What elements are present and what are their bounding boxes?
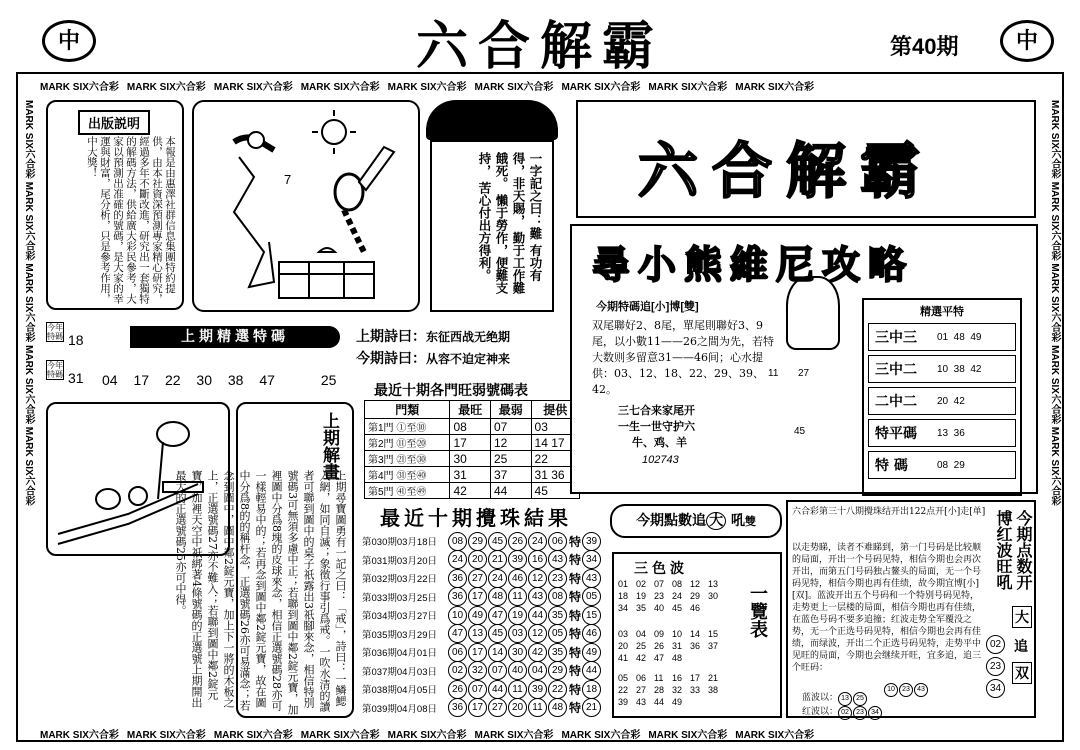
draw-ball: 12	[528, 569, 547, 588]
extra-nums: 10 23 43	[884, 676, 929, 697]
draw-ball: 16	[528, 550, 547, 569]
special-label: 特	[569, 590, 582, 605]
green-wave-num: 05	[618, 673, 629, 683]
special-label: 特	[569, 571, 582, 586]
red-wave-num: 34	[618, 603, 629, 613]
draw-period: 第030期03月18日	[362, 537, 437, 549]
points-title: 今期點數追 大 吼雙	[610, 504, 782, 538]
poem-line: 懶于勞作，便難支持，	[477, 152, 509, 294]
pick-row	[868, 419, 1016, 447]
draw-ball: 29	[468, 532, 487, 551]
last-jiehua-text: 上期尋寶圖勇有一記之曰：「戒」，詩曰：一鳞鰓入網，如同自滅；象徵行事引爲戒。一吹水清的讀者可聯到圖中的桌子祇露出3祇腳來念，相信特別號碼3可無須多慮中正；若聯到圖中鄰2錠元寶，加裡圖中分爲8塊的皮球來念，相信正選號碼28亦可一樣輕易中的；若再念到圖中鄰2錠元寶，故在圖中分爲8的的稱杆念，正選號碼26亦可易滿念；若念到圖中，圖中鄰2錠元寶，加上下一將的木板之上，正選號碼27亦不難入；若聯到圖中鄰2錠元寶，加裡天空中祇綁著4條號碼的正選號上期開出最大的正選號碼25亦可中得。	[174, 470, 347, 715]
right-article	[786, 500, 1036, 718]
draw-ball: 17	[468, 643, 487, 662]
issue-number: 第40期	[890, 34, 959, 59]
draw-period: 第038期04月05日	[362, 685, 437, 697]
draw-ball: 35	[548, 606, 567, 625]
publish-note	[46, 100, 184, 310]
picks-title: 精選平特	[920, 305, 964, 318]
draw-ball: 39	[528, 680, 547, 699]
red-wave-num: 35	[636, 603, 647, 613]
red-wave-line: 红波以： 02 23 34	[802, 704, 883, 720]
draw-ball: 45	[488, 532, 507, 551]
strategy-title: 尋小熊維尼攻略	[592, 242, 915, 287]
special-label: 特	[569, 553, 582, 568]
draw-ball: 29	[548, 661, 567, 680]
door-table-title: 最近十期各門旺弱號碼表	[374, 383, 528, 399]
strategy-text: 双尾聯好2、8尾，單尾則聯好3、9尾，以小數11——26之間为先，若特大数则多留意31——46间；心水提供：03、12、18、22、29、39、42。	[592, 319, 774, 396]
publish-note-body: 本報是由惠澤社群信息集團特約提供，由本社資深預測專家精心研究，經過多年不斷改進，研究出一套獨特的解碼方法，供給廣大彩民參考，大家以預測出准確的號碼，是大家的幸運與財富，尾分析，只是參考作用，中大獎！	[86, 136, 176, 304]
title-image-text: 六合解霸	[638, 137, 934, 207]
draw-period: 第034期03月27日	[362, 611, 437, 623]
draw-ball: 03	[508, 624, 527, 643]
this-poem: 今期詩曰：从容不迫定神来	[356, 351, 511, 367]
green-wave-num: 43	[636, 697, 647, 707]
draw-ball: 06	[448, 643, 467, 662]
draw-row	[362, 662, 607, 681]
pick-label: 特平碼	[875, 426, 917, 442]
table-row: 第4門 ㉛至㊵ 31 37 31 36	[365, 467, 580, 483]
green-wave-num: 32	[672, 685, 683, 695]
draw-ball: 46	[508, 569, 527, 588]
draw-ball: 27	[488, 698, 507, 717]
table-row: 第1門 ①至⑩ 08 07 03	[365, 419, 580, 435]
red-wave-num: 13	[708, 579, 719, 589]
red-wave-num: 29	[690, 591, 701, 601]
red-wave-num: 46	[690, 603, 701, 613]
draw-period: 第036期04月01日	[362, 648, 437, 660]
banner: 上期精選特碼	[130, 326, 340, 348]
draw-ball: 44	[528, 606, 547, 625]
draw-ball: 08	[548, 587, 567, 606]
left-strip: MARK SIX六合彩 MARK SIX六合彩 MARK SIX六合彩 MARK SIX六合彩 MARK SIX六合彩	[23, 100, 34, 506]
draw-row	[362, 625, 607, 644]
puzzle-number: 7	[284, 172, 292, 187]
draw-ball: 19	[508, 606, 527, 625]
blue-wave-num: 41	[618, 653, 629, 663]
strategy-num-a: 11	[768, 368, 779, 379]
draw-ball: 13	[468, 624, 487, 643]
green-wave-nums	[618, 672, 728, 708]
pick-nums: 13 36	[937, 427, 965, 439]
strategy-num-b: 27	[798, 368, 810, 379]
blue-wave-num: 42	[636, 653, 647, 663]
draw-ball: 36	[448, 569, 467, 588]
green-wave-num: 39	[618, 697, 629, 707]
pick-nums: 10 38 42	[937, 363, 982, 375]
red-wave-num: 07	[654, 579, 665, 589]
green-wave-num: 27	[636, 685, 647, 695]
pick-row	[868, 355, 1016, 383]
poem-line: 苦心付出方得利。	[477, 181, 492, 282]
draw-ball: 43	[528, 587, 547, 606]
draw-ball: 42	[528, 643, 547, 662]
draw-ball: 23	[548, 569, 567, 588]
green-wave-num: 49	[672, 697, 683, 707]
draw-ball: 17	[468, 698, 487, 717]
blue-wave-num: 36	[690, 641, 701, 651]
special-ball: 21	[582, 698, 601, 717]
draw-ball: 39	[508, 550, 527, 569]
draw-ball: 48	[548, 698, 567, 717]
draw-ball: 02	[448, 661, 467, 680]
green-wave-num: 06	[636, 673, 647, 683]
strategy-subtitle: 今期特碼追[小]博[雙]	[596, 301, 699, 313]
red-wave-nums	[618, 578, 728, 614]
tree-decoration	[426, 100, 558, 140]
strategy-verse-1: 三七合来家尾开	[618, 404, 695, 417]
draw-ball: 45	[488, 624, 507, 643]
article-text: 以走势睇，读者不难睇到，第一门号码是比较顺的局面，开出一个号码见特，相信今期也会再次开出，而第五门号码独占鳌头的局面，无一个号码见特，相信今期也再有佳绩，故今期宜博[小][双]。蓝波开出五个号码和一个特别号码见特，走势更上一层楼的局面，相信今期也再有佳绩，在蓝色号码不要多追撞；红波走势全军覆没之势，无一个正选号码见特，相信今期也会再有佳绩，而绿波，开出二个正选号码见特，走势平中见旺的局面，今期也会继续开旺，宜多追，追三个旺码：	[792, 543, 982, 673]
draw-period: 第033期03月25日	[362, 592, 437, 604]
color-wave-title: 三色波	[634, 561, 688, 577]
draw-ball: 24	[488, 569, 507, 588]
table-row: 門類 最旺 最弱 提供	[365, 401, 580, 419]
draw-ball: 20	[468, 550, 487, 569]
draw-ball: 10	[448, 606, 467, 625]
pick-nums: 01 48 49	[937, 331, 982, 343]
draw-ball: 43	[548, 550, 567, 569]
row1-num: 18	[68, 332, 84, 348]
green-wave-num: 28	[654, 685, 665, 695]
blue-wave-num: 26	[654, 641, 665, 651]
draw-ball: 05	[548, 624, 567, 643]
green-wave-num: 11	[654, 673, 664, 683]
green-wave-num: 44	[654, 697, 665, 707]
right-vertical-2: 博红波旺吼	[994, 510, 1013, 590]
portrait	[786, 276, 840, 350]
red-wave-num: 45	[672, 603, 683, 613]
blue-wave-num: 47	[654, 653, 665, 663]
blue-wave-line: 蓝波以： 13 25	[802, 690, 868, 706]
top-strip: MARK SIX六合彩 MARK SIX六合彩 MARK SIX六合彩 MARK SIX六合彩 MARK SIX六合彩 MARK SIX六合彩 MARK SIX六合彩 MARK SIX六合彩 MARK SIX六合彩	[40, 82, 815, 93]
draw-row	[362, 699, 607, 718]
draw-results	[362, 532, 607, 717]
pick-label: 三中二	[875, 362, 917, 378]
draw-ball: 49	[468, 606, 487, 625]
blue-wave-num: 03	[618, 629, 629, 639]
red-wave-num: 01	[618, 579, 629, 589]
pick-row	[868, 323, 1016, 351]
draw-ball: 07	[488, 661, 507, 680]
draw-period: 第035期03月29日	[362, 629, 437, 641]
draw-ball: 26	[508, 532, 527, 551]
special-label: 特	[569, 627, 582, 642]
green-wave-num: 33	[690, 685, 701, 695]
draw-ball: 12	[528, 624, 547, 643]
pick-nums: 20 42	[937, 395, 965, 407]
poem-line: 勤于工作難餓死。	[494, 152, 526, 294]
draw-row	[362, 551, 607, 570]
bottom-strip: MARK SIX六合彩 MARK SIX六合彩 MARK SIX六合彩 MARK SIX六合彩 MARK SIX六合彩 MARK SIX六合彩 MARK SIX六合彩 MARK SIX六合彩 MARK SIX六合彩	[40, 730, 815, 741]
draw-row	[362, 606, 607, 625]
red-wave-num: 40	[654, 603, 665, 613]
door-table	[364, 400, 580, 499]
last-jiehua-title: 上期解畫	[319, 412, 339, 480]
special-label: 特	[569, 701, 582, 716]
draw-ball: 24	[528, 532, 547, 551]
special-ball: 34	[582, 550, 601, 569]
table-row: 第3門 ㉑至㉚ 30 25 22	[365, 451, 580, 467]
special-ball: 43	[582, 569, 601, 588]
draw-ball: 32	[468, 661, 487, 680]
special-label: 特	[569, 664, 582, 679]
draw-period: 第032期03月22日	[362, 574, 437, 586]
blue-wave-num: 14	[690, 629, 701, 639]
pick-row	[868, 387, 1016, 415]
special-label: 特	[569, 645, 582, 660]
blue-wave-num: 15	[708, 629, 719, 639]
special-ball: 49	[582, 643, 601, 662]
special-ball: 05	[582, 587, 601, 606]
blue-wave-num: 48	[672, 653, 683, 663]
puzzle-picture-1	[192, 100, 420, 312]
puzzle-drawing-icon	[194, 102, 418, 310]
bracket-2: 追	[1014, 639, 1028, 655]
draw-period: 第039期04月08日	[362, 703, 437, 715]
draw-row	[362, 569, 607, 588]
pick-row	[868, 451, 1016, 479]
strategy-verse-3: 牛、鸡、羊	[632, 436, 687, 449]
strategy-num-c: 45	[794, 426, 806, 437]
draw-ball: 36	[448, 587, 467, 606]
draw-ball: 24	[448, 550, 467, 569]
blue-wave-num: 10	[672, 629, 683, 639]
draw-ball: 11	[508, 680, 527, 699]
draw-row	[362, 643, 607, 662]
poem-box	[430, 140, 554, 312]
special-ball: 44	[582, 661, 601, 680]
green-wave-num: 16	[672, 673, 683, 683]
draw-ball: 47	[488, 606, 507, 625]
special-label: 今年特碼	[47, 361, 63, 379]
row2-values: 04 17 22 30 38 47 25	[102, 372, 337, 388]
special-label: 特	[569, 608, 582, 623]
last-poem: 上期詩曰：东征西战无绝期	[356, 329, 511, 345]
publish-note-title: 出版説明	[78, 110, 150, 135]
poem-line: 一字記之曰：難	[528, 152, 543, 240]
title-image	[576, 100, 1036, 218]
draw-ball: 26	[448, 680, 467, 699]
draw-ball: 06	[548, 532, 567, 551]
draw-ball: 14	[488, 643, 507, 662]
table-row: 第2門 ⑪至⑳ 17 12 14 17	[365, 435, 580, 451]
blue-wave-num: 31	[672, 641, 683, 651]
draw-ball: 21	[488, 550, 507, 569]
special-label: 今年特碼	[47, 323, 63, 341]
pick-nums: 08 29	[937, 459, 965, 471]
blue-wave-nums	[618, 628, 728, 664]
pick-label: 二中二	[875, 394, 917, 410]
circle-nums: 02 23 34	[986, 632, 1008, 698]
draw-ball: 40	[508, 661, 527, 680]
draw-ball: 04	[528, 661, 547, 680]
draw-ball: 48	[488, 587, 507, 606]
blue-wave-num: 25	[636, 641, 647, 651]
draw-ball: 36	[448, 698, 467, 717]
green-wave-num: 17	[690, 673, 701, 683]
strategy-verse-2: 一生一世守护六	[618, 420, 695, 433]
draw-results-title: 最近十期攪珠結果	[380, 506, 572, 530]
draw-period: 第031期03月20日	[362, 555, 437, 567]
article-header: 六合彩第三十八期攪珠结开出122点开[小]走[单]	[792, 507, 986, 517]
draw-ball: 47	[448, 624, 467, 643]
draw-ball: 22	[548, 680, 567, 699]
special-ball: 18	[582, 680, 601, 699]
poem-line: 有功有得，非天賜，	[511, 152, 543, 282]
red-wave-num: 18	[618, 591, 629, 601]
logo-right: 中	[1000, 20, 1054, 62]
draw-ball: 35	[548, 643, 567, 662]
draw-row	[362, 680, 607, 699]
special-label: 特	[569, 682, 582, 697]
red-wave-num: 12	[690, 579, 701, 589]
draw-ball: 20	[508, 698, 527, 717]
blue-wave-num: 04	[636, 629, 647, 639]
special-label: 特	[569, 534, 582, 549]
draw-ball: 27	[468, 569, 487, 588]
draw-ball: 11	[508, 587, 527, 606]
draw-period: 第037期04月03日	[362, 666, 437, 678]
row2-num: 31	[68, 370, 84, 386]
draw-ball: 30	[508, 643, 527, 662]
green-wave-num: 21	[708, 673, 719, 683]
draw-ball: 08	[448, 532, 467, 551]
blue-wave-num: 37	[708, 641, 719, 651]
green-wave-num: 38	[708, 685, 719, 695]
bracket-1: 大	[1012, 606, 1032, 628]
logo-left: 中	[42, 20, 96, 62]
table-row: 第5門 ㊶至㊾ 42 44 45	[365, 483, 580, 499]
draw-ball: 17	[468, 587, 487, 606]
red-wave-num: 02	[636, 579, 647, 589]
page-title: 六合解霸	[415, 16, 664, 77]
right-strip: MARK SIX六合彩 MARK SIX六合彩 MARK SIX六合彩 MARK SIX六合彩 MARK SIX六合彩	[1049, 100, 1060, 506]
green-wave-num: 22	[618, 685, 629, 695]
special-number: 25	[320, 372, 337, 388]
red-wave-num: 24	[672, 591, 683, 601]
pick-label: 三中三	[875, 330, 917, 346]
draw-row	[362, 588, 607, 607]
right-vertical-1: 今期点数开	[1014, 510, 1033, 590]
draw-ball: 44	[488, 680, 507, 699]
strategy-code: 102743	[642, 454, 679, 466]
draw-ball: 07	[468, 680, 487, 699]
color-wave-side-title: 一覽表	[747, 584, 768, 638]
red-wave-num: 08	[672, 579, 683, 589]
special-ball: 15	[582, 606, 601, 625]
special-ball: 46	[582, 624, 601, 643]
blue-wave-num: 09	[654, 629, 665, 639]
draw-ball: 11	[528, 698, 547, 717]
pick-label: 特 碼	[875, 458, 908, 474]
bracket-3: 双	[1012, 662, 1032, 684]
color-wave-box	[612, 552, 782, 718]
red-wave-num: 23	[654, 591, 665, 601]
special-ball: 39	[582, 532, 601, 551]
red-wave-num: 30	[708, 591, 719, 601]
blue-wave-num: 20	[618, 641, 629, 651]
red-wave-num: 19	[636, 591, 647, 601]
picks-box	[862, 298, 1022, 496]
strategy-box	[570, 224, 1038, 494]
draw-row	[362, 532, 607, 551]
